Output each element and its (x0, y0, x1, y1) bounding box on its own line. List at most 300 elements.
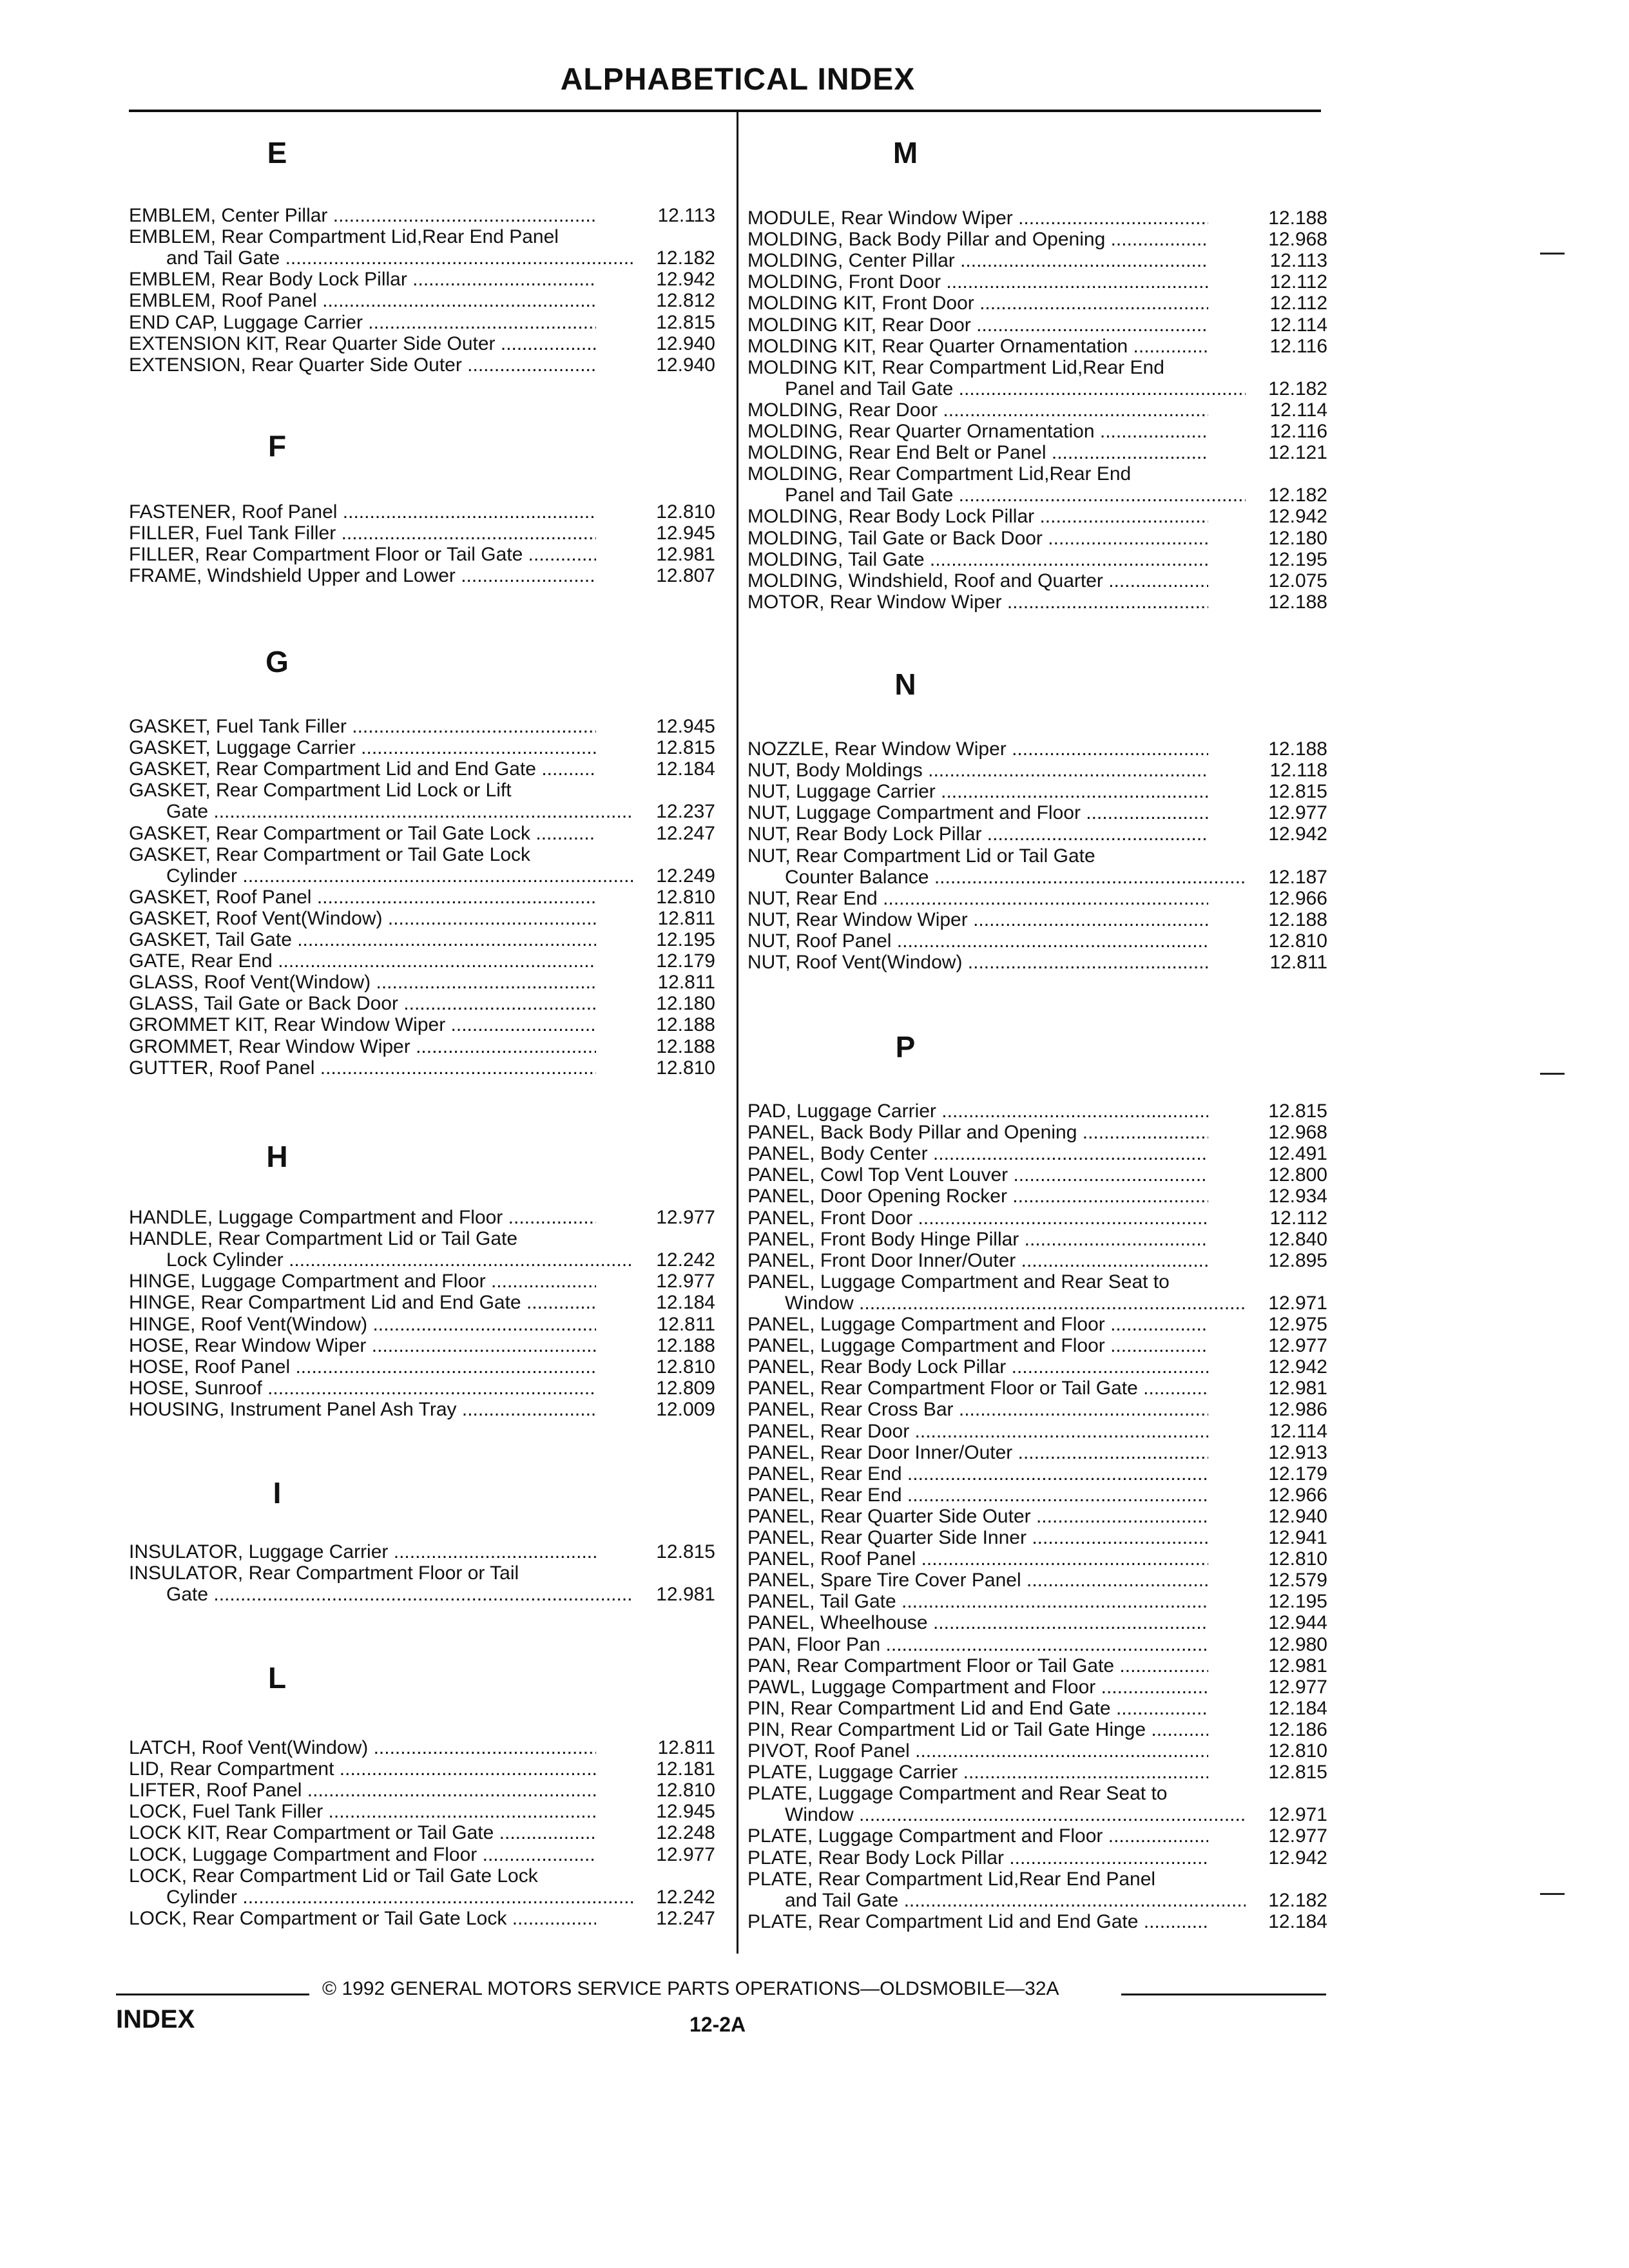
entry-page-ref: 12.188 (656, 1014, 715, 1036)
entry-page-ref: 12.195 (656, 929, 715, 950)
index-entry (747, 1442, 1327, 1463)
entry-page-ref: 12.114 (1269, 1420, 1327, 1442)
index-entry (129, 1271, 715, 1292)
index-entry (747, 1164, 1327, 1186)
entry-text: PLATE, Rear Compartment Lid,Rear End Panel (747, 1868, 1156, 1890)
entry-page-ref: 12.809 (656, 1377, 715, 1399)
entry-page-ref: 12.812 (656, 290, 715, 312)
index-label: INDEX (116, 2005, 195, 2033)
index-entry (129, 312, 715, 333)
entry-text: MOLDING KIT, Rear Compartment Lid,Rear End (747, 356, 1164, 378)
index-entry (747, 1399, 1327, 1420)
entry-text: FILLER, Fuel Tank Filler ..... (129, 523, 596, 544)
entry-page-ref: 12.009 (656, 1398, 715, 1420)
entry-text: PANEL, Rear Quarter Side Outer ..... (747, 1506, 1208, 1527)
entry-page-ref: 12.247 (656, 822, 715, 844)
entry-page-ref: 12.977 (656, 1843, 715, 1865)
entry-page-ref: 12.195 (1268, 548, 1327, 570)
index-entry (129, 1335, 715, 1356)
index-entry (129, 1356, 715, 1378)
entry-page-ref: 12.942 (1268, 823, 1327, 845)
index-entry (747, 1143, 1327, 1164)
entry-text: PIVOT, Roof Panel ..... (747, 1740, 1208, 1762)
entry-text: PANEL, Body Center ..... (747, 1143, 1208, 1164)
index-entry (129, 1562, 715, 1605)
index-entry (747, 1783, 1327, 1825)
entry-page-ref: 12.242 (656, 1886, 715, 1908)
entry-text: PANEL, Rear Cross Bar ..... (747, 1399, 1208, 1420)
entry-text: PANEL, Spare Tire Cover Panel ..... (747, 1570, 1208, 1591)
index-entry (747, 802, 1327, 823)
entry-text: NUT, Rear End ..... (747, 888, 1208, 909)
entry-text: Lock Cylinder ..... (129, 1249, 633, 1271)
entry-page-ref: 12.981 (1268, 1378, 1327, 1399)
index-entry (747, 1271, 1327, 1314)
entry-text: PIN, Rear Compartment Lid or Tail Gate Hinge ..... (747, 1719, 1208, 1740)
entry-page-ref: 12.810 (1268, 1740, 1327, 1762)
index-entry (747, 1229, 1327, 1250)
entry-text: HANDLE, Luggage Compartment and Floor ..... (129, 1207, 596, 1228)
entry-text: MOLDING, Tail Gate or Back Door ..... (747, 528, 1208, 549)
entry-page-ref: 12.942 (1268, 506, 1327, 528)
index-entry (747, 1634, 1327, 1655)
entry-text: PANEL, Luggage Compartment and Rear Seat to (747, 1271, 1170, 1293)
entry-page-ref: 12.181 (656, 1758, 715, 1780)
index-entry (129, 993, 715, 1014)
entry-text: PANEL, Tail Gate ..... (747, 1591, 1208, 1612)
entry-text: GASKET, Fuel Tank Filler ..... (129, 716, 596, 737)
index-entry (747, 506, 1327, 527)
entry-text: Gate ..... (129, 801, 633, 822)
entry-page-ref: 12.195 (1268, 1591, 1327, 1613)
index-entry (747, 1122, 1327, 1143)
entry-page-ref: 12.184 (656, 1292, 715, 1314)
entry-page-ref: 12.491 (1268, 1143, 1327, 1165)
entry-page-ref: 12.971 (1268, 1292, 1327, 1314)
margin-mark (1540, 1893, 1565, 1895)
entry-page-ref: 12.179 (656, 950, 715, 972)
entry-page-ref: 12.810 (1268, 930, 1327, 952)
entry-text: PANEL, Wheelhouse ..... (747, 1612, 1208, 1633)
entry-page-ref: 12.811 (657, 1737, 715, 1758)
index-entry (747, 336, 1327, 357)
entry-page-ref: 12.121 (1268, 442, 1327, 464)
entry-text: PAWL, Luggage Compartment and Floor ..... (747, 1677, 1208, 1698)
index-entry (129, 501, 715, 523)
entry-text: GATE, Rear End ..... (129, 950, 596, 972)
index-entry (747, 591, 1327, 613)
entry-text: MOLDING, Windshield, Roof and Quarter ..... (747, 570, 1208, 591)
entry-page-ref: 12.188 (656, 1035, 715, 1057)
entry-text: PANEL, Luggage Compartment and Floor ..... (747, 1335, 1208, 1356)
index-entry (129, 1865, 715, 1908)
entry-text: Window ..... (747, 1293, 1246, 1314)
entry-page-ref: 12.114 (1269, 399, 1327, 421)
entry-page-ref: 12.940 (656, 332, 715, 354)
section-letter: N (894, 668, 916, 701)
entry-page-ref: 12.180 (656, 993, 715, 1015)
index-entry (129, 716, 715, 737)
index-entry (747, 1570, 1327, 1591)
entry-page-ref: 12.815 (1268, 1762, 1327, 1783)
entry-page-ref: 12.237 (656, 801, 715, 823)
index-entry (747, 1655, 1327, 1677)
index-entry (129, 565, 715, 586)
entry-page-ref: 12.810 (656, 1780, 715, 1802)
entry-text: MODULE, Rear Window Wiper ..... (747, 207, 1208, 229)
index-entry (129, 1057, 715, 1079)
entry-page-ref: 12.075 (1268, 570, 1327, 591)
entry-text: MOTOR, Rear Window Wiper ..... (747, 591, 1208, 613)
entry-text: PANEL, Rear Door ..... (747, 1421, 1208, 1442)
footer-rule-left (116, 1994, 309, 1995)
index-entry (747, 1314, 1327, 1335)
index-entry (129, 1314, 715, 1335)
index-entry (129, 908, 715, 929)
index-entry (129, 226, 715, 269)
index-entry (747, 1356, 1327, 1378)
entry-text: PLATE, Rear Body Lock Pillar ..... (747, 1847, 1208, 1869)
page-title: ALPHABETICAL INDEX (560, 62, 916, 97)
entry-text: Window ..... (747, 1804, 1246, 1825)
footer-copyright: © 1992 GENERAL MOTORS SERVICE PARTS OPERATIONS—OLDSMOBILE—32A (322, 1978, 1059, 1999)
entry-text: Cylinder ..... (129, 865, 633, 887)
section-letter: L (267, 1661, 287, 1695)
index-entry (747, 314, 1327, 336)
index-entry (129, 1378, 715, 1399)
entry-page-ref: 12.810 (656, 501, 715, 523)
index-entry (129, 737, 715, 758)
entry-page-ref: 12.811 (657, 907, 715, 929)
title-rule (129, 110, 1321, 112)
section-letter: E (267, 136, 287, 169)
entry-page-ref: 12.186 (1268, 1718, 1327, 1740)
entry-text: HINGE, Roof Vent(Window) ..... (129, 1314, 596, 1335)
entry-page-ref: 12.945 (656, 716, 715, 737)
index-entry (129, 823, 715, 844)
index-entry (747, 1698, 1327, 1719)
index-entry (747, 888, 1327, 909)
index-entry (129, 1844, 715, 1865)
entry-page-ref: 12.811 (657, 1313, 715, 1335)
entry-text: NUT, Rear Window Wiper ..... (747, 909, 1208, 930)
entry-text: PANEL, Cowl Top Vent Louver ..... (747, 1164, 1208, 1186)
entry-page-ref: 12.940 (656, 354, 715, 376)
index-entry (747, 399, 1327, 421)
entry-text: NUT, Luggage Compartment and Floor ..... (747, 802, 1208, 823)
entry-text: GASKET, Rear Compartment Lid Lock or Lift (129, 780, 512, 802)
margin-mark (1540, 253, 1565, 255)
index-entry (747, 528, 1327, 549)
index-entry (747, 1911, 1327, 1932)
entry-page-ref: 12.116 (1269, 421, 1327, 442)
entry-text: EMBLEM, Roof Panel ..... (129, 290, 596, 311)
entry-text: GASKET, Luggage Carrier ..... (129, 737, 596, 758)
index-entry (129, 1036, 715, 1057)
entry-page-ref: 12.248 (656, 1822, 715, 1844)
entry-page-ref: 12.942 (1268, 1847, 1327, 1869)
entry-text: NUT, Luggage Carrier ..... (747, 781, 1208, 802)
entry-text: EMBLEM, Rear Compartment Lid,Rear End Panel (129, 226, 559, 248)
index-entry (747, 930, 1327, 952)
index-entry (129, 1014, 715, 1035)
entry-page-ref: 12.968 (1268, 229, 1327, 251)
entry-page-ref: 12.184 (1268, 1697, 1327, 1719)
entry-page-ref: 12.810 (1268, 1548, 1327, 1570)
entry-page-ref: 12.811 (1269, 952, 1327, 973)
entry-page-ref: 12.182 (656, 247, 715, 269)
index-entry (129, 290, 715, 311)
entry-text: NUT, Rear Body Lock Pillar ..... (747, 823, 1208, 845)
entry-page-ref: 12.977 (1268, 802, 1327, 824)
index-entry (747, 1250, 1327, 1271)
index-entry (129, 269, 715, 290)
index-entry (129, 1780, 715, 1801)
index-entry (129, 1399, 715, 1420)
index-entry (747, 250, 1327, 271)
index-entry (747, 463, 1327, 506)
entry-page-ref: 12.942 (656, 269, 715, 291)
entry-text: Cylinder ..... (129, 1887, 633, 1908)
entry-text: and Tail Gate ..... (747, 1890, 1246, 1911)
index-entry (747, 1527, 1327, 1548)
index-entry (747, 760, 1327, 781)
entry-text: PANEL, Front Door ..... (747, 1207, 1208, 1229)
section-letter: M (892, 136, 918, 169)
entry-text: LIFTER, Roof Panel ..... (129, 1780, 596, 1801)
page-number: 12-2A (689, 2013, 746, 2036)
entry-page-ref: 12.810 (656, 886, 715, 908)
entry-text: PLATE, Rear Compartment Lid and End Gate ..... (747, 1911, 1208, 1932)
entry-text: PANEL, Back Body Pillar and Opening ..... (747, 1122, 1208, 1143)
entry-page-ref: 12.945 (656, 523, 715, 544)
entry-text: MOLDING, Rear Quarter Ornamentation ..... (747, 421, 1208, 442)
index-entry (747, 1186, 1327, 1207)
index-entry (747, 1869, 1327, 1911)
entry-text: PANEL, Rear Door Inner/Outer ..... (747, 1442, 1208, 1463)
entry-text: FRAME, Windshield Upper and Lower ..... (129, 565, 596, 586)
entry-text: LATCH, Roof Vent(Window) ..... (129, 1737, 596, 1758)
entry-page-ref: 12.184 (656, 758, 715, 780)
entry-page-ref: 12.977 (656, 1207, 715, 1228)
index-entry (747, 421, 1327, 442)
entry-text: GASKET, Roof Vent(Window) ..... (129, 908, 596, 929)
entry-page-ref: 12.188 (1268, 738, 1327, 760)
index-entry (129, 1737, 715, 1758)
entry-page-ref: 12.840 (1268, 1228, 1327, 1250)
entry-text: MOLDING, Rear Body Lock Pillar ..... (747, 506, 1208, 527)
index-entry (129, 1541, 715, 1562)
index-entry (129, 1207, 715, 1228)
entry-text: PIN, Rear Compartment Lid and End Gate ..... (747, 1698, 1208, 1719)
entry-page-ref: 12.113 (657, 205, 715, 226)
entry-page-ref: 12.112 (1269, 1207, 1327, 1229)
index-entry (747, 1591, 1327, 1612)
entry-page-ref: 12.981 (656, 1584, 715, 1606)
index-entry (747, 442, 1327, 463)
index-entry (129, 950, 715, 972)
entry-page-ref: 12.182 (1268, 1889, 1327, 1911)
index-entry (747, 229, 1327, 250)
entry-page-ref: 12.980 (1268, 1633, 1327, 1655)
entry-page-ref: 12.942 (1268, 1356, 1327, 1378)
index-entry (129, 972, 715, 993)
entry-text: PANEL, Door Opening Rocker ..... (747, 1186, 1208, 1207)
entry-page-ref: 12.977 (1268, 1335, 1327, 1357)
index-entry (129, 1292, 715, 1313)
entry-text: GUTTER, Roof Panel ..... (129, 1057, 596, 1079)
entry-text: LOCK KIT, Rear Compartment or Tail Gate ..... (129, 1822, 596, 1843)
entry-page-ref: 12.249 (656, 865, 715, 887)
entry-page-ref: 12.188 (1268, 591, 1327, 613)
section-letter: G (265, 645, 289, 678)
entry-text: HOSE, Roof Panel ..... (129, 1356, 596, 1378)
entry-text: PLATE, Luggage Carrier ..... (747, 1762, 1208, 1783)
entry-text: GASKET, Roof Panel ..... (129, 887, 596, 908)
entry-page-ref: 12.815 (1268, 781, 1327, 803)
entry-text: LOCK, Fuel Tank Filler ..... (129, 1801, 596, 1822)
entry-text: LOCK, Luggage Compartment and Floor ..... (129, 1844, 596, 1865)
entry-text: HOSE, Rear Window Wiper ..... (129, 1335, 596, 1356)
entry-page-ref: 12.981 (656, 544, 715, 566)
entry-page-ref: 12.180 (1268, 527, 1327, 549)
entry-text: GASKET, Tail Gate ..... (129, 929, 596, 950)
entry-text: FASTENER, Roof Panel ..... (129, 501, 596, 523)
entry-text: EXTENSION, Rear Quarter Side Outer ..... (129, 354, 596, 376)
entry-text: MOLDING, Rear Door ..... (747, 399, 1208, 421)
entry-page-ref: 12.934 (1268, 1186, 1327, 1207)
entry-text: NUT, Body Moldings ..... (747, 760, 1208, 781)
entry-text: PANEL, Rear End ..... (747, 1485, 1208, 1506)
entry-page-ref: 12.815 (656, 1541, 715, 1562)
index-entry (747, 1463, 1327, 1485)
entry-text: MOLDING, Center Pillar ..... (747, 250, 1208, 271)
entry-text: GLASS, Roof Vent(Window) ..... (129, 972, 596, 993)
entry-text: Panel and Tail Gate ..... (747, 485, 1246, 506)
entry-text: FILLER, Rear Compartment Floor or Tail Gate ..... (129, 544, 596, 565)
index-entry (129, 844, 715, 887)
entry-text: HOUSING, Instrument Panel Ash Tray ..... (129, 1399, 596, 1420)
entry-text: GROMMET KIT, Rear Window Wiper ..... (129, 1014, 596, 1035)
index-entry (747, 909, 1327, 930)
entry-page-ref: 12.940 (1268, 1505, 1327, 1527)
entry-page-ref: 12.945 (656, 1801, 715, 1823)
section-letter: I (273, 1476, 282, 1510)
entry-page-ref: 12.968 (1268, 1122, 1327, 1144)
entry-text: NUT, Roof Vent(Window) ..... (747, 952, 1208, 973)
column-divider (737, 111, 738, 1954)
index-entry (747, 1421, 1327, 1442)
entry-text: NUT, Roof Panel ..... (747, 930, 1208, 952)
index-entry (747, 293, 1327, 314)
entry-text: PANEL, Luggage Compartment and Floor ..... (747, 1314, 1208, 1335)
index-entry (129, 1228, 715, 1271)
index-entry (747, 1207, 1327, 1229)
entry-page-ref: 12.977 (656, 1271, 715, 1293)
entry-text: PANEL, Rear Compartment Floor or Tail Gate ..... (747, 1378, 1208, 1399)
index-entry (747, 1740, 1327, 1762)
entry-page-ref: 12.895 (1268, 1249, 1327, 1271)
entry-text: EMBLEM, Rear Body Lock Pillar ..... (129, 269, 596, 290)
footer-rule-right (1121, 1994, 1326, 1995)
index-entry (747, 845, 1327, 888)
entry-text: MOLDING, Front Door ..... (747, 271, 1208, 293)
entry-text: PANEL, Roof Panel ..... (747, 1548, 1208, 1570)
entry-page-ref: 12.579 (1268, 1570, 1327, 1591)
entry-text: Panel and Tail Gate ..... (747, 378, 1246, 399)
entry-page-ref: 12.188 (1268, 207, 1327, 229)
entry-text: PANEL, Rear Quarter Side Inner ..... (747, 1527, 1208, 1548)
entry-page-ref: 12.242 (656, 1249, 715, 1271)
entry-page-ref: 12.810 (656, 1057, 715, 1079)
index-entry (747, 357, 1327, 399)
entry-page-ref: 12.179 (1268, 1463, 1327, 1485)
index-entry (747, 1847, 1327, 1869)
entry-text: MOLDING, Rear End Belt or Panel ..... (747, 442, 1208, 463)
entry-text: EMBLEM, Center Pillar ..... (129, 205, 596, 226)
index-entry (747, 1825, 1327, 1847)
entry-text: GLASS, Tail Gate or Back Door ..... (129, 993, 596, 1014)
entry-text: GROMMET, Rear Window Wiper ..... (129, 1036, 596, 1057)
entry-text: HOSE, Sunroof ..... (129, 1378, 596, 1399)
entry-page-ref: 12.971 (1268, 1804, 1327, 1826)
entry-text: PANEL, Rear End ..... (747, 1463, 1208, 1485)
entry-page-ref: 12.113 (1269, 250, 1327, 272)
entry-page-ref: 12.112 (1269, 293, 1327, 314)
index-entry (129, 523, 715, 544)
entry-page-ref: 12.981 (1268, 1655, 1327, 1677)
entry-text: MOLDING, Rear Compartment Lid,Rear End (747, 463, 1132, 485)
index-entry (747, 1677, 1327, 1698)
index-entry (747, 271, 1327, 293)
entry-page-ref: 12.941 (1268, 1527, 1327, 1548)
entry-page-ref: 12.184 (1268, 1910, 1327, 1932)
entry-text: LID, Rear Compartment ..... (129, 1758, 596, 1780)
entry-text: PANEL, Front Door Inner/Outer ..... (747, 1250, 1208, 1271)
index-entry (747, 570, 1327, 591)
entry-page-ref: 12.944 (1268, 1612, 1327, 1634)
entry-text: and Tail Gate ..... (129, 247, 633, 269)
entry-text: LOCK, Rear Compartment Lid or Tail Gate Lock (129, 1865, 538, 1887)
index-entry (747, 1378, 1327, 1399)
index-entry (129, 780, 715, 822)
index-entry (129, 1822, 715, 1843)
entry-page-ref: 12.977 (1268, 1676, 1327, 1698)
entry-text: PAN, Rear Compartment Floor or Tail Gate ..... (747, 1655, 1208, 1677)
entry-page-ref: 12.182 (1268, 378, 1327, 399)
entry-text: GASKET, Rear Compartment or Tail Gate Lock ..... (129, 823, 596, 844)
entry-text: PLATE, Luggage Compartment and Rear Seat to (747, 1783, 1168, 1805)
index-entry (747, 1719, 1327, 1740)
entry-text: HINGE, Rear Compartment Lid and End Gate ..... (129, 1292, 596, 1313)
entry-page-ref: 12.913 (1268, 1441, 1327, 1463)
entry-page-ref: 12.112 (1269, 271, 1327, 293)
index-entry (129, 1801, 715, 1822)
entry-page-ref: 12.118 (1269, 760, 1327, 782)
margin-mark (1540, 1073, 1565, 1075)
entry-page-ref: 12.977 (1268, 1825, 1327, 1847)
entry-text: PLATE, Luggage Compartment and Floor ..... (747, 1825, 1208, 1847)
index-entry (129, 1908, 715, 1929)
entry-page-ref: 12.114 (1269, 314, 1327, 336)
index-entry (129, 205, 715, 226)
index-entry (747, 1506, 1327, 1527)
index-entry (747, 1548, 1327, 1570)
entry-page-ref: 12.807 (656, 565, 715, 587)
index-entry (747, 1335, 1327, 1356)
entry-page-ref: 12.975 (1268, 1314, 1327, 1335)
entry-text: EXTENSION KIT, Rear Quarter Side Outer ..... (129, 333, 596, 354)
